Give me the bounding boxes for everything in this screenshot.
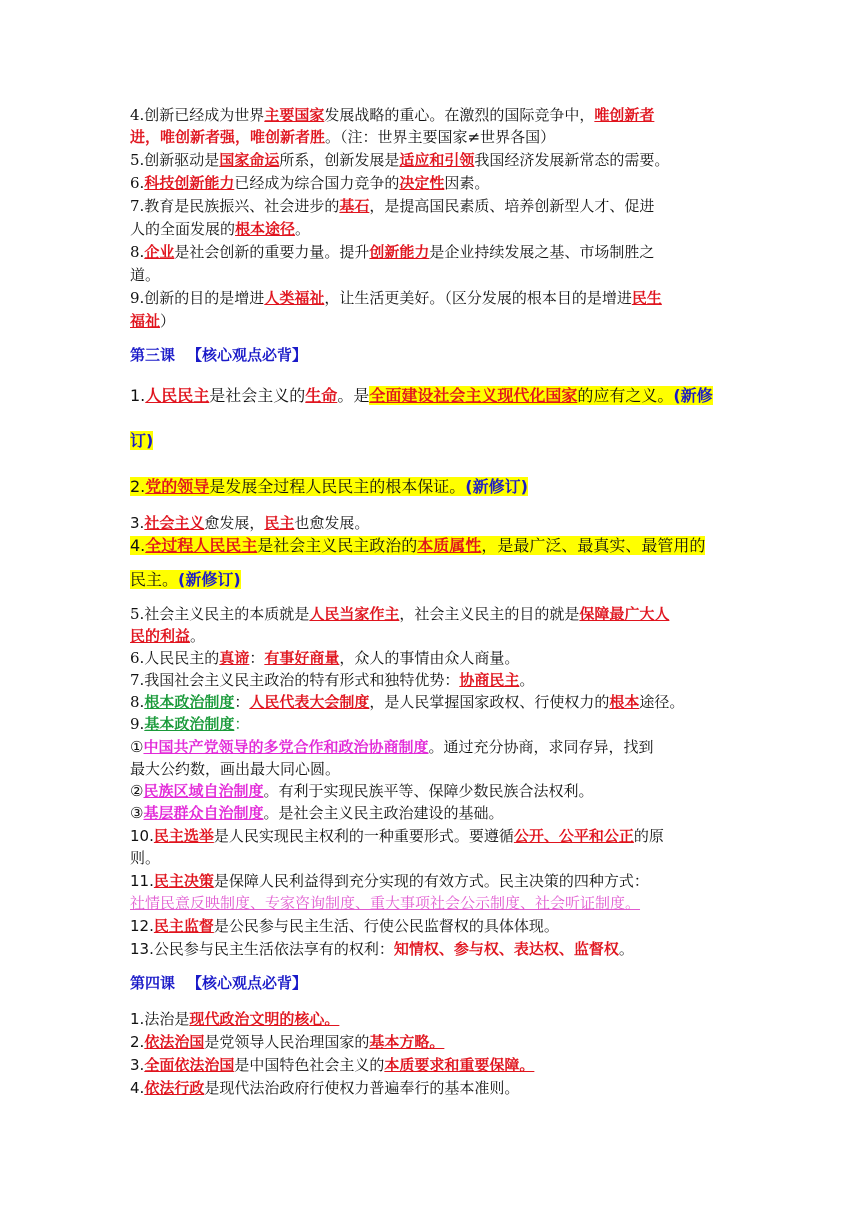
point-1-line-2: 订) xyxy=(130,431,154,450)
point-9a-line-1: ①中国共产党领导的多党合作和政治协商制度。通过充分协商，求同存异，找到 xyxy=(130,738,654,756)
item-4-line-1: 4.创新已经成为世界主要国家发展战略的重心。在激烈的国际竞争中，唯创新者 xyxy=(130,106,655,124)
point-5-line-1: 5.社会主义民主的本质就是人民当家作主，社会主义民主的目的就是保障最广大人 xyxy=(130,605,670,623)
item-8-line-1: 8.企业是社会创新的重要力量。提升创新能力是企业持续发展之基、市场制胜之 xyxy=(130,243,655,261)
point-5-line-2: 民的利益。 xyxy=(130,627,206,645)
point-8: 8.根本政治制度：人民代表大会制度，是人民掌握国家政权、行使权力的根本途径。 xyxy=(130,693,685,711)
item-9-line-1: 9.创新的目的是增进人类福祉，让生活更美好。（区分发展的根本目的是增进民生 xyxy=(130,289,662,307)
point-3: 3.社会主义愈发展，民主也愈发展。 xyxy=(130,514,370,532)
point-1-line-1: 1.人民民主是社会主义的生命。是全面建设社会主义现代化国家的应有之义。(新修 xyxy=(130,386,713,405)
point-9a-line-2: 最大公约数，画出最大同心圆。 xyxy=(130,760,341,778)
point-11-line-1: 11.民主决策是保障人民利益得到充分实现的有效方式。民主决策的四种方式： xyxy=(130,872,649,890)
item-5: 5.创新驱动是国家命运所系，创新发展是适应和引领我国经济发展新常态的需要。 xyxy=(130,151,670,169)
point-13: 13.公民参与民主生活依法享有的权利：知情权、参与权、表达权、监督权。 xyxy=(130,940,634,958)
lesson-4-heading: 第四课 【核心观点必背】 xyxy=(130,974,308,992)
point-4-line-1: 4.全过程人民民主是社会主义民主政治的本质属性，是最广泛、最真实、最管用的 xyxy=(130,536,706,555)
point-7: 7.我国社会主义民主政治的特有形式和独特优势：协商民主。 xyxy=(130,671,535,689)
lesson-4-point-2: 2.依法治国是党领导人民治理国家的基本方略。 xyxy=(130,1033,445,1051)
item-6: 6.科技创新能力已经成为综合国力竞争的决定性因素。 xyxy=(130,174,490,192)
point-2: 2.党的领导是发展全过程人民民主的根本保证。(新修订) xyxy=(130,477,528,496)
point-6: 6.人民民主的真谛：有事好商量，众人的事情由众人商量。 xyxy=(130,649,520,667)
item-7-line-2: 人的全面发展的根本途径。 xyxy=(130,220,311,238)
point-9c: ③基层群众自治制度。是社会主义民主政治建设的基础。 xyxy=(130,804,504,822)
point-11-line-2: 社情民意反映制度、专家咨询制度、重大事项社会公示制度、社会听证制度。 xyxy=(130,894,641,912)
point-10-line-2: 则。 xyxy=(130,849,161,867)
point-12: 12.民主监督是公民参与民主生活、行使公民监督权的具体体现。 xyxy=(130,917,559,935)
item-9-line-2: 福祉） xyxy=(130,312,176,330)
point-4-line-2: 民主。(新修订) xyxy=(130,570,241,589)
point-10-line-1: 10.民主选举是人民实现民主权利的一种重要形式。要遵循公开、公平和公正的原 xyxy=(130,827,664,845)
item-4-line-2: 进，唯创新者强，唯创新者胜。（注：世界主要国家≠世界各国） xyxy=(130,128,556,146)
point-9: 9.基本政治制度： xyxy=(130,715,250,733)
lesson-3-heading: 第三课 【核心观点必背】 xyxy=(130,346,308,364)
lesson-4-point-3: 3.全面依法治国是中国特色社会主义的本质要求和重要保障。 xyxy=(130,1056,535,1074)
item-7-line-1: 7.教育是民族振兴、社会进步的基石，是提高国民素质、培养创新型人才、促进 xyxy=(130,197,655,215)
item-8-line-2: 道。 xyxy=(130,266,161,284)
point-9b: ②民族区域自治制度。有利于实现民族平等、保障少数民族合法权利。 xyxy=(130,782,594,800)
lesson-4-point-4: 4.依法行政是现代法治政府行使权力普遍奉行的基本准则。 xyxy=(130,1079,520,1097)
lesson-4-point-1: 1.法治是现代政治文明的核心。 xyxy=(130,1010,340,1028)
